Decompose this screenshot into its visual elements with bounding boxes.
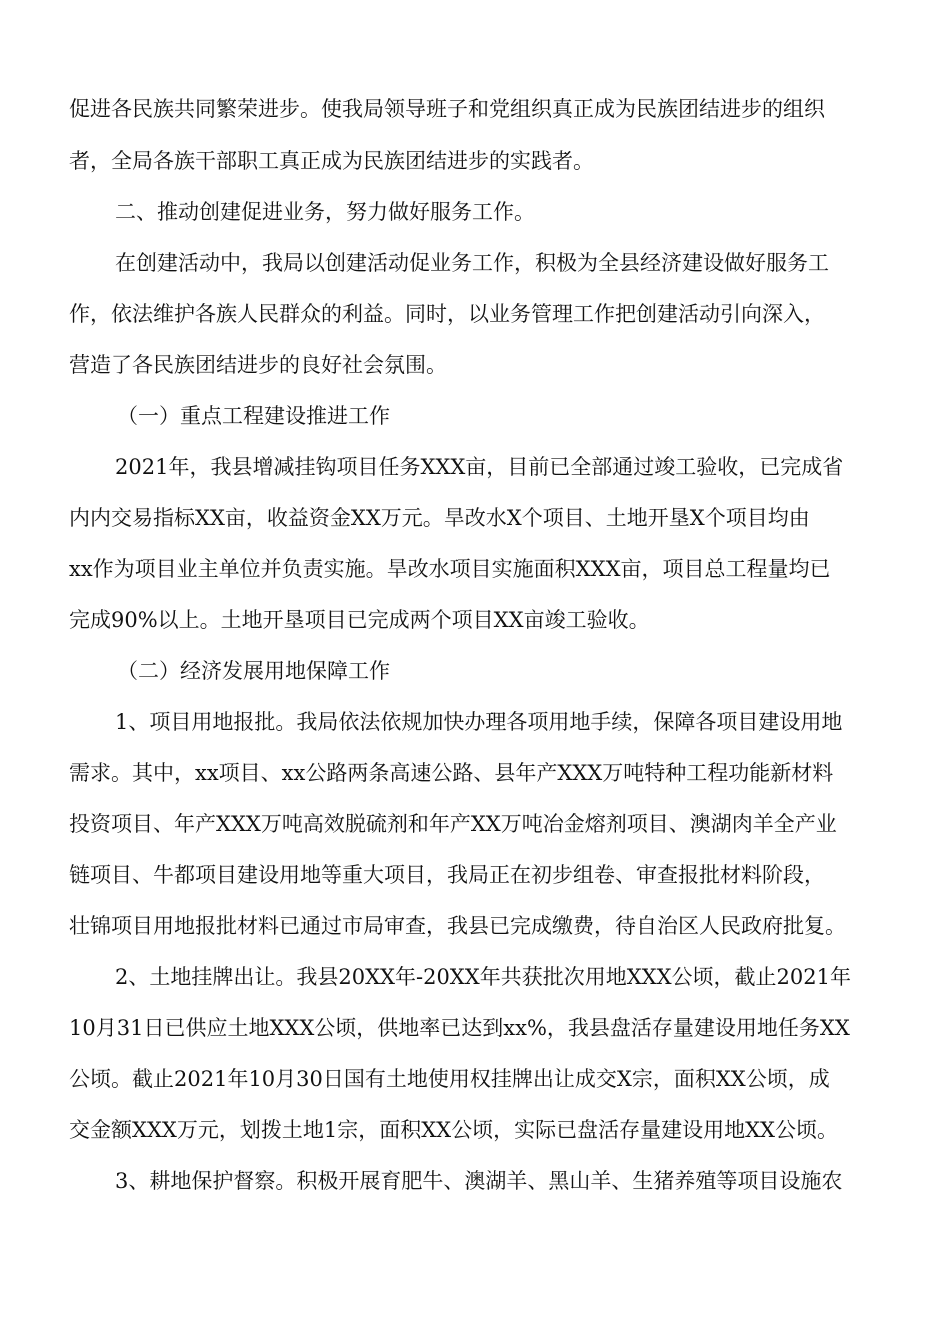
text-line: 完成90%以上。土地开垦项目已完成两个项目XX亩竣工验收。	[69, 608, 650, 632]
text-line: 10月31日已供应土地XXX公顷，供地率已达到xx%，我县盘活存量建设用地任务XX	[69, 1016, 850, 1040]
text-line: 交金额XXX万元，划拨土地1宗，面积XX公顷，实际已盘活存量建设用地XX公顷。	[69, 1118, 839, 1142]
text-line: 营造了各民族团结进步的良好社会氛围。	[69, 353, 447, 377]
text-line: 链项目、牛都项目建设用地等重大项目，我局正在初步组卷、审查报批材料阶段，	[69, 863, 825, 887]
subsection-heading: （一）重点工程建设推进工作	[117, 404, 390, 428]
text-line: 者，全局各族干部职工真正成为民族团结进步的实践者。	[69, 149, 594, 173]
text-line: 公顷。截止2021年10月30日国有土地使用权挂牌出让成交X宗，面积XX公顷，成	[69, 1067, 830, 1091]
text-line: 2、土地挂牌出让。我县20XX年-20XX年共获批次用地XXX公顷，截止2021年	[115, 965, 851, 989]
text-line: 2021年，我县增减挂钩项目任务XXX亩，目前已全部通过竣工验收，已完成省	[115, 455, 844, 479]
text-line: 促进各民族共同繁荣进步。使我局领导班子和党组织真正成为民族团结进步的组织	[69, 97, 825, 121]
text-line: xx作为项目业主单位并负责实施。旱改水项目实施面积XXX亩，项目总工程量均已	[69, 557, 831, 581]
text-line: 需求。其中，xx项目、xx公路两条高速公路、县年产XXX万吨特种工程功能新材料	[69, 761, 834, 785]
text-line: 1、项目用地报批。我局依法依规加快办理各项用地手续，保障各项目建设用地	[115, 710, 843, 734]
section-heading: 二、推动创建促进业务，努力做好服务工作。	[115, 200, 535, 224]
text-line: 投资项目、年产XXX万吨高效脱硫剂和年产XX万吨冶金熔剂项目、澳湖肉羊全产业	[69, 812, 837, 836]
text-line: 作，依法维护各族人民群众的利益。同时，以业务管理工作把创建活动引向深入，	[69, 302, 825, 326]
text-line: 内内交易指标XX亩，收益资金XX万元。旱改水X个项目、土地开垦X个项目均由	[69, 506, 810, 530]
text-line: 3、耕地保护督察。积极开展育肥牛、澳湖羊、黑山羊、生猪养殖等项目设施农	[115, 1169, 843, 1193]
text-line: 在创建活动中，我局以创建活动促业务工作，积极为全县经济建设做好服务工	[115, 251, 829, 275]
subsection-heading: （二）经济发展用地保障工作	[117, 659, 390, 683]
text-line: 壮锦项目用地报批材料已通过市局审查，我县已完成缴费，待自治区人民政府批复。	[69, 914, 846, 938]
